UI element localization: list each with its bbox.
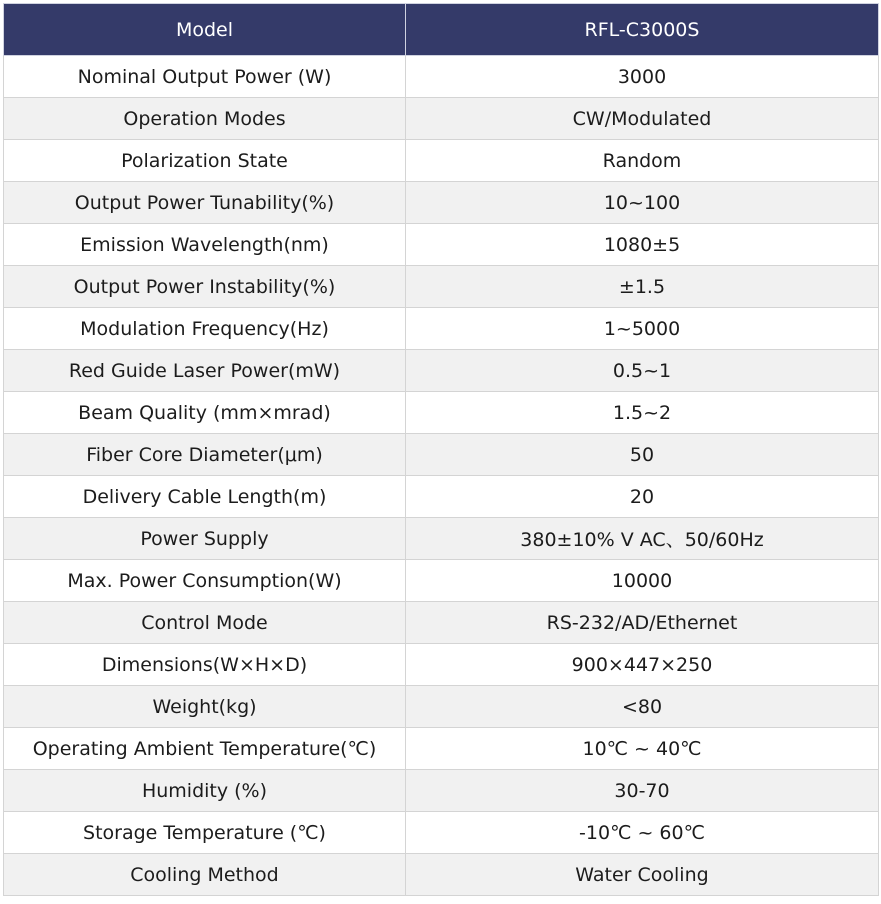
table-row (4, 434, 879, 476)
table-row (4, 560, 879, 602)
table-row (4, 392, 879, 434)
param-name: Emission Wavelength(nm) (4, 224, 406, 266)
param-value: 50 (406, 434, 879, 476)
table-row (4, 140, 879, 182)
param-value: Random (406, 140, 879, 182)
table-row (4, 812, 879, 854)
param-name: Max. Power Consumption(W) (4, 560, 406, 602)
header-model-label: Model (4, 4, 406, 56)
param-name: Polarization State (4, 140, 406, 182)
param-name: Nominal Output Power (W) (4, 56, 406, 98)
param-value: 380±10% V AC、50/60Hz (406, 518, 879, 560)
table-row (4, 308, 879, 350)
param-name: Fiber Core Diameter(μm) (4, 434, 406, 476)
table-row (4, 728, 879, 770)
param-name: Control Mode (4, 602, 406, 644)
param-name: Power Supply (4, 518, 406, 560)
table-row (4, 266, 879, 308)
param-value: 10℃ ~ 40℃ (406, 728, 879, 770)
param-value: 0.5~1 (406, 350, 879, 392)
header-row (4, 4, 879, 56)
table-header (4, 4, 879, 56)
param-value: 1080±5 (406, 224, 879, 266)
param-name: Red Guide Laser Power(mW) (4, 350, 406, 392)
param-name: Storage Temperature (℃) (4, 812, 406, 854)
param-value: CW/Modulated (406, 98, 879, 140)
spec-table (3, 3, 879, 896)
param-value: 20 (406, 476, 879, 518)
param-name: Operating Ambient Temperature(℃) (4, 728, 406, 770)
param-name: Weight(kg) (4, 686, 406, 728)
table-row (4, 98, 879, 140)
table-row (4, 224, 879, 266)
param-name: Delivery Cable Length(m) (4, 476, 406, 518)
param-value: 10000 (406, 560, 879, 602)
table-row (4, 770, 879, 812)
param-value: 30-70 (406, 770, 879, 812)
param-name: Operation Modes (4, 98, 406, 140)
param-value: Water Cooling (406, 854, 879, 896)
param-name: Output Power Tunability(%) (4, 182, 406, 224)
param-name: Humidity (%) (4, 770, 406, 812)
param-value: 10~100 (406, 182, 879, 224)
param-value: -10℃ ~ 60℃ (406, 812, 879, 854)
table-row (4, 182, 879, 224)
table-row (4, 686, 879, 728)
param-value: 1~5000 (406, 308, 879, 350)
table-row (4, 602, 879, 644)
table-row (4, 350, 879, 392)
table-row (4, 644, 879, 686)
header-model-value: RFL-C3000S (406, 4, 879, 56)
table-row (4, 518, 879, 560)
param-name: Beam Quality (mm×mrad) (4, 392, 406, 434)
param-value: RS-232/AD/Ethernet (406, 602, 879, 644)
param-value: 900×447×250 (406, 644, 879, 686)
param-name: Modulation Frequency(Hz) (4, 308, 406, 350)
param-name: Dimensions(W×H×D) (4, 644, 406, 686)
param-value: 3000 (406, 56, 879, 98)
param-value: ±1.5 (406, 266, 879, 308)
table-row (4, 56, 879, 98)
param-value: 1.5~2 (406, 392, 879, 434)
param-name: Cooling Method (4, 854, 406, 896)
table-body (4, 56, 879, 896)
param-value: <80 (406, 686, 879, 728)
param-name: Output Power Instability(%) (4, 266, 406, 308)
table-row (4, 854, 879, 896)
table-row (4, 476, 879, 518)
